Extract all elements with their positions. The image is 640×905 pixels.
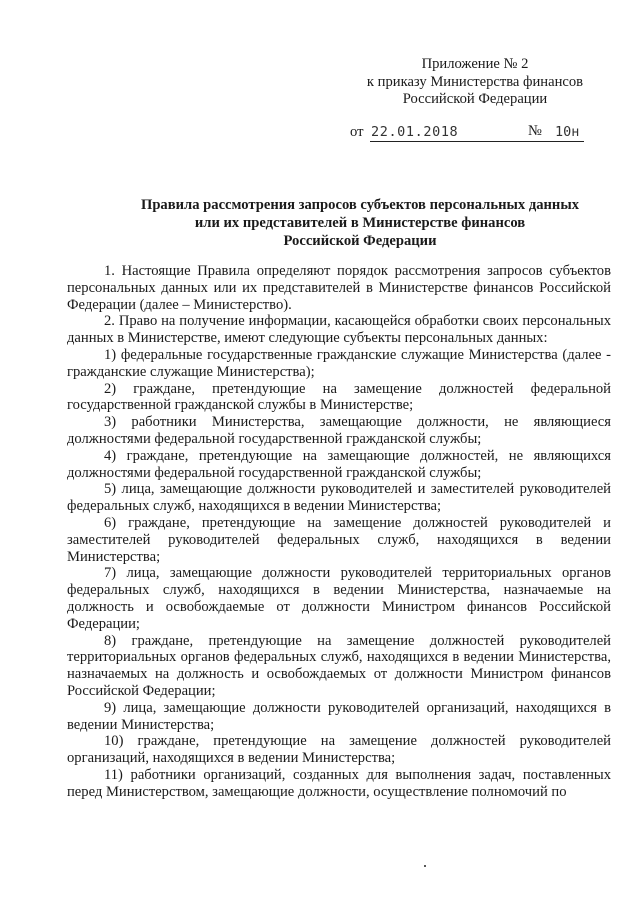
document-body: [67, 263, 611, 801]
annex-line: Приложение № 2: [421, 56, 529, 72]
scan-speck: [424, 865, 426, 867]
from-label: от: [350, 124, 364, 140]
list-item: 3) работники Министерства, замещающие должности, не являющиеся должностями федеральной государственной гражданской службы;: [67, 414, 611, 447]
list-item: 10) граждане, претендующие на замещение должностей руководителей организаций, находящихся в ведении Министерства;: [67, 733, 611, 767]
order-number: 10н: [555, 124, 580, 140]
list-item: 5) лица, замещающие должности руководителей и заместителей руководителей федеральных служб, находящихся в ведении Министерства;: [67, 481, 611, 515]
title-line: Российской Федерации: [283, 233, 437, 249]
list-item: 7) лица, замещающие должности руководителей территориальных органов федеральных служб, находящихся в ведении Министерства, назначаемые на должность и освобождаемые от должности Министром финансов Российской Федерации;: [67, 565, 611, 632]
annex-line: Российской Федерации: [402, 91, 548, 107]
title-line: Правила рассмотрения запросов субъектов персональных данных: [140, 197, 580, 213]
list-item: 9) лица, замещающие должности руководителей организаций, находящихся в ведении Министерства;: [67, 699, 611, 733]
list-item: 11) работники организаций, созданных для выполнения задач, поставленных перед Министерством, замещающие должности, осуществление полномочий по: [67, 766, 611, 800]
number-label: №: [528, 123, 542, 139]
document-title: [80, 196, 640, 250]
list-item: 1) федеральные государственные гражданские служащие Министерства (далее - гражданские служащие Министерства);: [67, 346, 611, 380]
paragraph: 1. Настоящие Правила определяют порядок рассмотрения запросов субъектов персональных данных или их представителей в Министерстве финансов Российской Федерации (далее – Министерство).: [67, 263, 611, 313]
order-date-number: [350, 124, 610, 146]
number-underline: [550, 141, 584, 142]
list-item: 2) граждане, претендующие на замещение должностей федеральной государственной гражданской службы в Министерстве;: [67, 380, 611, 414]
list-item: 4) граждане, претендующие на замещающие должностей, не являющихся должностями федеральной государственной гражданской службы;: [67, 447, 611, 481]
annex-line: к приказу Министерства финансов: [366, 73, 584, 90]
title-line: или их представителей в Министерстве финансов: [194, 215, 526, 231]
annex-header: [345, 56, 605, 109]
list-item: 6) граждане, претендующие на замещение должностей руководителей и заместителей руководителей федеральных служб, находящихся в ведении Министерства;: [67, 514, 611, 565]
order-date: 22.01.2018: [371, 124, 459, 140]
list-item: 8) граждане, претендующие на замещение должностей руководителей территориальных органов федеральных служб, находящихся в ведении Министерства, назначаемых на должность и освобождаемых от должности Министром финансов Российской Федерации;: [67, 632, 611, 699]
paragraph: 2. Право на получение информации, касающейся обработки своих персональных данных в Министерстве, имеют следующие субъекты персональных данных:: [67, 313, 611, 347]
date-underline: [370, 141, 550, 142]
